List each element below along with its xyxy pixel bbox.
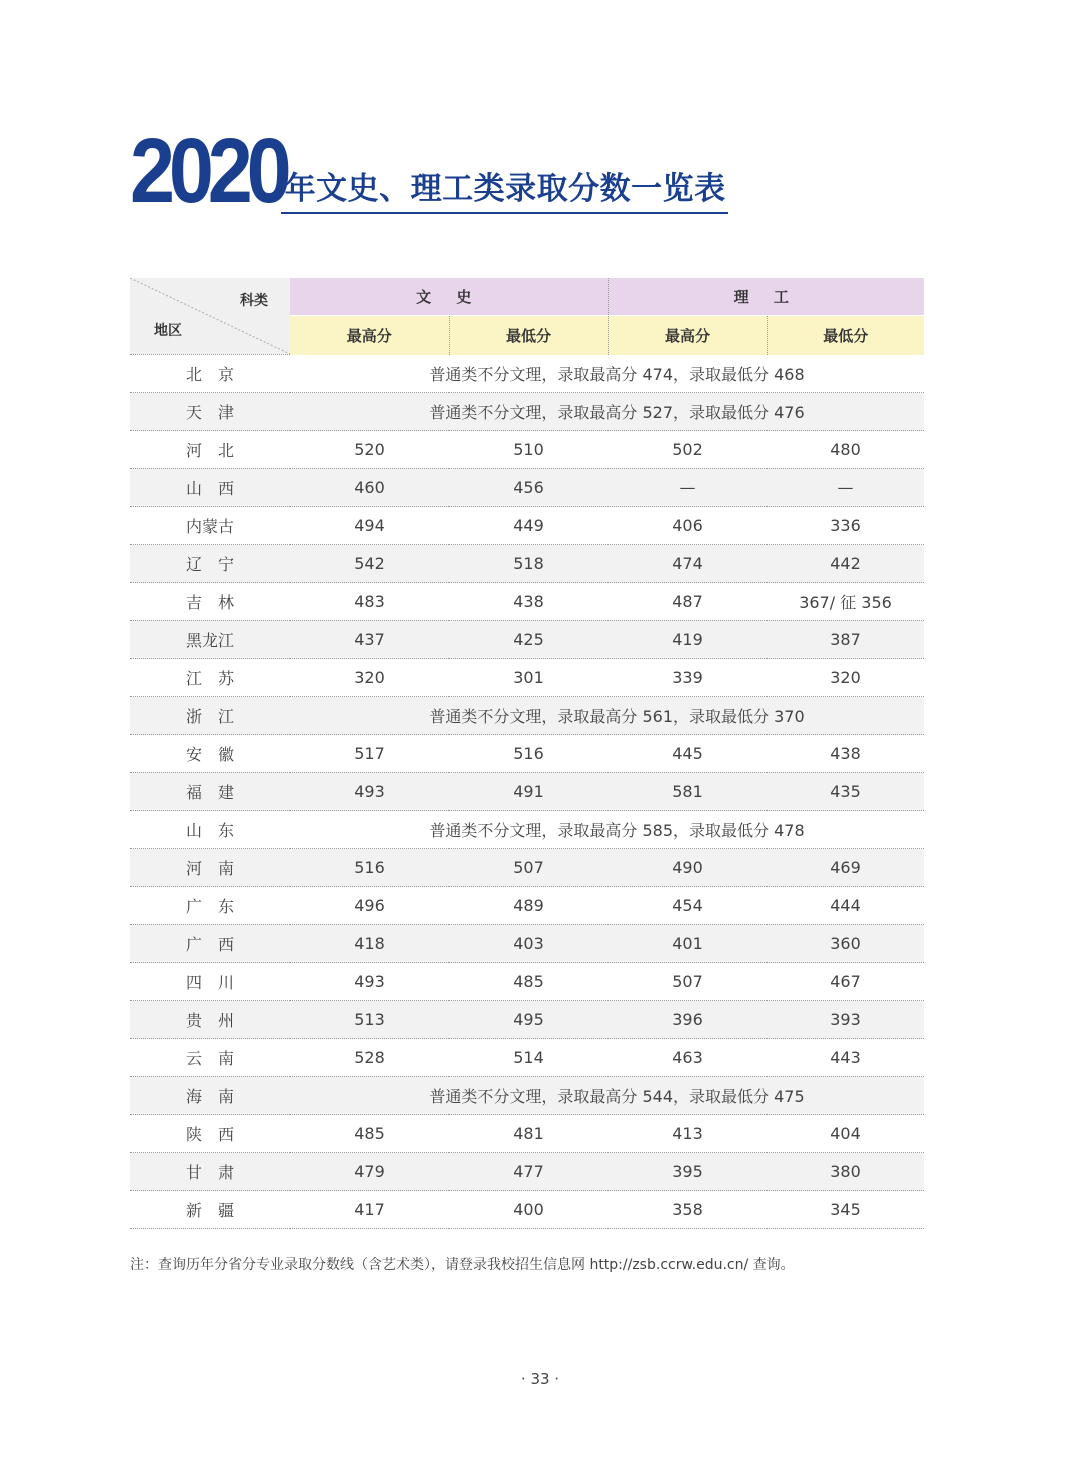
science-min-cell: 435 — [767, 773, 924, 811]
region-cell: 四 川 — [130, 963, 290, 1001]
table-row — [130, 697, 924, 735]
liberal-max-cell: 520 — [290, 431, 449, 469]
science-max-cell: 395 — [608, 1153, 767, 1191]
liberal-max-cell: 417 — [290, 1191, 449, 1229]
region-cell: 安 徽 — [130, 735, 290, 773]
liberal-min-cell: 477 — [449, 1153, 608, 1191]
table-row — [130, 431, 924, 469]
region-cell: 广 东 — [130, 887, 290, 925]
region-cell: 天 津 — [130, 393, 290, 431]
table-corner-header — [130, 278, 290, 355]
table-row — [130, 1077, 924, 1115]
science-min-cell: 443 — [767, 1039, 924, 1077]
liberal-max-cell: 483 — [290, 583, 449, 621]
region-cell: 云 南 — [130, 1039, 290, 1077]
liberal-min-cell: 400 — [449, 1191, 608, 1229]
table-row — [130, 1001, 924, 1039]
liberal-min-cell: 491 — [449, 773, 608, 811]
subheader-max: 最高分 — [290, 316, 449, 355]
science-min-cell: 360 — [767, 925, 924, 963]
liberal-min-cell: 481 — [449, 1115, 608, 1153]
table-row — [130, 393, 924, 431]
table-row — [130, 963, 924, 1001]
liberal-max-cell: 517 — [290, 735, 449, 773]
liberal-max-cell: 485 — [290, 1115, 449, 1153]
science-min-cell: 393 — [767, 1001, 924, 1039]
liberal-min-cell: 301 — [449, 659, 608, 697]
liberal-min-cell: 507 — [449, 849, 608, 887]
science-max-cell: 419 — [608, 621, 767, 659]
page-number: · 33 · — [520, 1370, 560, 1388]
liberal-min-cell: 403 — [449, 925, 608, 963]
table-row — [130, 355, 924, 393]
table-row — [130, 621, 924, 659]
liberal-min-cell: 495 — [449, 1001, 608, 1039]
title-year: 2020 — [130, 120, 286, 222]
group-header-science: 理 工 — [608, 278, 924, 316]
region-cell: 吉 林 — [130, 583, 290, 621]
region-cell: 贵 州 — [130, 1001, 290, 1039]
region-cell: 内蒙古 — [130, 507, 290, 545]
liberal-max-cell: 494 — [290, 507, 449, 545]
liberal-min-cell: 438 — [449, 583, 608, 621]
liberal-max-cell: 320 — [290, 659, 449, 697]
subheader-max: 最高分 — [608, 316, 767, 355]
liberal-max-cell: 479 — [290, 1153, 449, 1191]
science-min-cell: 345 — [767, 1191, 924, 1229]
science-max-cell: 502 — [608, 431, 767, 469]
liberal-max-cell: 516 — [290, 849, 449, 887]
table-body — [130, 355, 924, 1229]
science-max-cell: 401 — [608, 925, 767, 963]
science-max-cell: 487 — [608, 583, 767, 621]
table-row — [130, 545, 924, 583]
science-min-cell: 387 — [767, 621, 924, 659]
science-max-cell: 507 — [608, 963, 767, 1001]
table-row — [130, 1191, 924, 1229]
science-max-cell: 463 — [608, 1039, 767, 1077]
science-min-cell: 480 — [767, 431, 924, 469]
science-min-cell: 469 — [767, 849, 924, 887]
table-row — [130, 1153, 924, 1191]
region-cell: 北 京 — [130, 355, 290, 393]
table-row — [130, 887, 924, 925]
corner-label-category: 科类 — [240, 293, 268, 309]
corner-label-region: 地区 — [154, 323, 182, 339]
merged-note-cell: 普通类不分文理，录取最高分 561，录取最低分 370 — [290, 697, 924, 735]
liberal-max-cell: 542 — [290, 545, 449, 583]
liberal-max-cell: 460 — [290, 469, 449, 507]
science-max-cell: 474 — [608, 545, 767, 583]
admission-score-table — [130, 278, 924, 1229]
merged-note-cell: 普通类不分文理，录取最高分 544，录取最低分 475 — [290, 1077, 924, 1115]
science-max-cell: 445 — [608, 735, 767, 773]
liberal-min-cell: 489 — [449, 887, 608, 925]
liberal-min-cell: 518 — [449, 545, 608, 583]
region-cell: 甘 肃 — [130, 1153, 290, 1191]
table-row — [130, 773, 924, 811]
merged-note-cell: 普通类不分文理，录取最高分 527，录取最低分 476 — [290, 393, 924, 431]
region-cell: 河 南 — [130, 849, 290, 887]
science-max-cell: 490 — [608, 849, 767, 887]
science-min-cell: 438 — [767, 735, 924, 773]
region-cell: 福 建 — [130, 773, 290, 811]
science-max-cell: 454 — [608, 887, 767, 925]
region-cell: 辽 宁 — [130, 545, 290, 583]
region-cell: 新 疆 — [130, 1191, 290, 1229]
region-cell: 黑龙江 — [130, 621, 290, 659]
table-row — [130, 469, 924, 507]
page-title — [130, 120, 728, 222]
science-max-cell: 358 — [608, 1191, 767, 1229]
science-min-cell: 467 — [767, 963, 924, 1001]
liberal-max-cell: 493 — [290, 963, 449, 1001]
science-min-cell: 367/ 征 356 — [767, 583, 924, 621]
liberal-max-cell: 528 — [290, 1039, 449, 1077]
liberal-min-cell: 514 — [449, 1039, 608, 1077]
table-row — [130, 811, 924, 849]
science-min-cell: 442 — [767, 545, 924, 583]
science-min-cell: 336 — [767, 507, 924, 545]
region-cell: 江 苏 — [130, 659, 290, 697]
merged-note-cell: 普通类不分文理，录取最高分 474，录取最低分 468 — [290, 355, 924, 393]
table-row — [130, 507, 924, 545]
liberal-min-cell: 516 — [449, 735, 608, 773]
region-cell: 山 东 — [130, 811, 290, 849]
region-cell: 浙 江 — [130, 697, 290, 735]
science-min-cell: — — [767, 469, 924, 507]
title-text: 年文史、理工类录取分数一览表 — [281, 163, 728, 214]
liberal-max-cell: 493 — [290, 773, 449, 811]
science-max-cell: 339 — [608, 659, 767, 697]
table-row — [130, 735, 924, 773]
subheader-min: 最低分 — [767, 316, 924, 355]
science-max-cell: 396 — [608, 1001, 767, 1039]
liberal-min-cell: 456 — [449, 469, 608, 507]
region-cell: 河 北 — [130, 431, 290, 469]
science-max-cell: — — [608, 469, 767, 507]
science-min-cell: 380 — [767, 1153, 924, 1191]
region-cell: 广 西 — [130, 925, 290, 963]
table-row — [130, 659, 924, 697]
table-row — [130, 1115, 924, 1153]
subheader-min: 最低分 — [449, 316, 608, 355]
science-min-cell: 320 — [767, 659, 924, 697]
liberal-max-cell: 418 — [290, 925, 449, 963]
merged-note-cell: 普通类不分文理，录取最高分 585，录取最低分 478 — [290, 811, 924, 849]
region-cell: 山 西 — [130, 469, 290, 507]
region-cell: 陕 西 — [130, 1115, 290, 1153]
group-header-liberal-arts: 文 史 — [290, 278, 608, 316]
footnote: 注：查询历年分省分专业录取分数线（含艺术类），请登录我校招生信息网 http://zsb.ccrw.edu.cn/ 查询。 — [130, 1257, 795, 1273]
science-max-cell: 581 — [608, 773, 767, 811]
table-row — [130, 849, 924, 887]
table-row — [130, 583, 924, 621]
liberal-min-cell: 510 — [449, 431, 608, 469]
liberal-min-cell: 449 — [449, 507, 608, 545]
liberal-min-cell: 485 — [449, 963, 608, 1001]
table-row — [130, 1039, 924, 1077]
liberal-max-cell: 496 — [290, 887, 449, 925]
science-min-cell: 444 — [767, 887, 924, 925]
region-cell: 海 南 — [130, 1077, 290, 1115]
science-max-cell: 406 — [608, 507, 767, 545]
liberal-max-cell: 437 — [290, 621, 449, 659]
liberal-min-cell: 425 — [449, 621, 608, 659]
liberal-max-cell: 513 — [290, 1001, 449, 1039]
science-max-cell: 413 — [608, 1115, 767, 1153]
table-row — [130, 925, 924, 963]
science-min-cell: 404 — [767, 1115, 924, 1153]
